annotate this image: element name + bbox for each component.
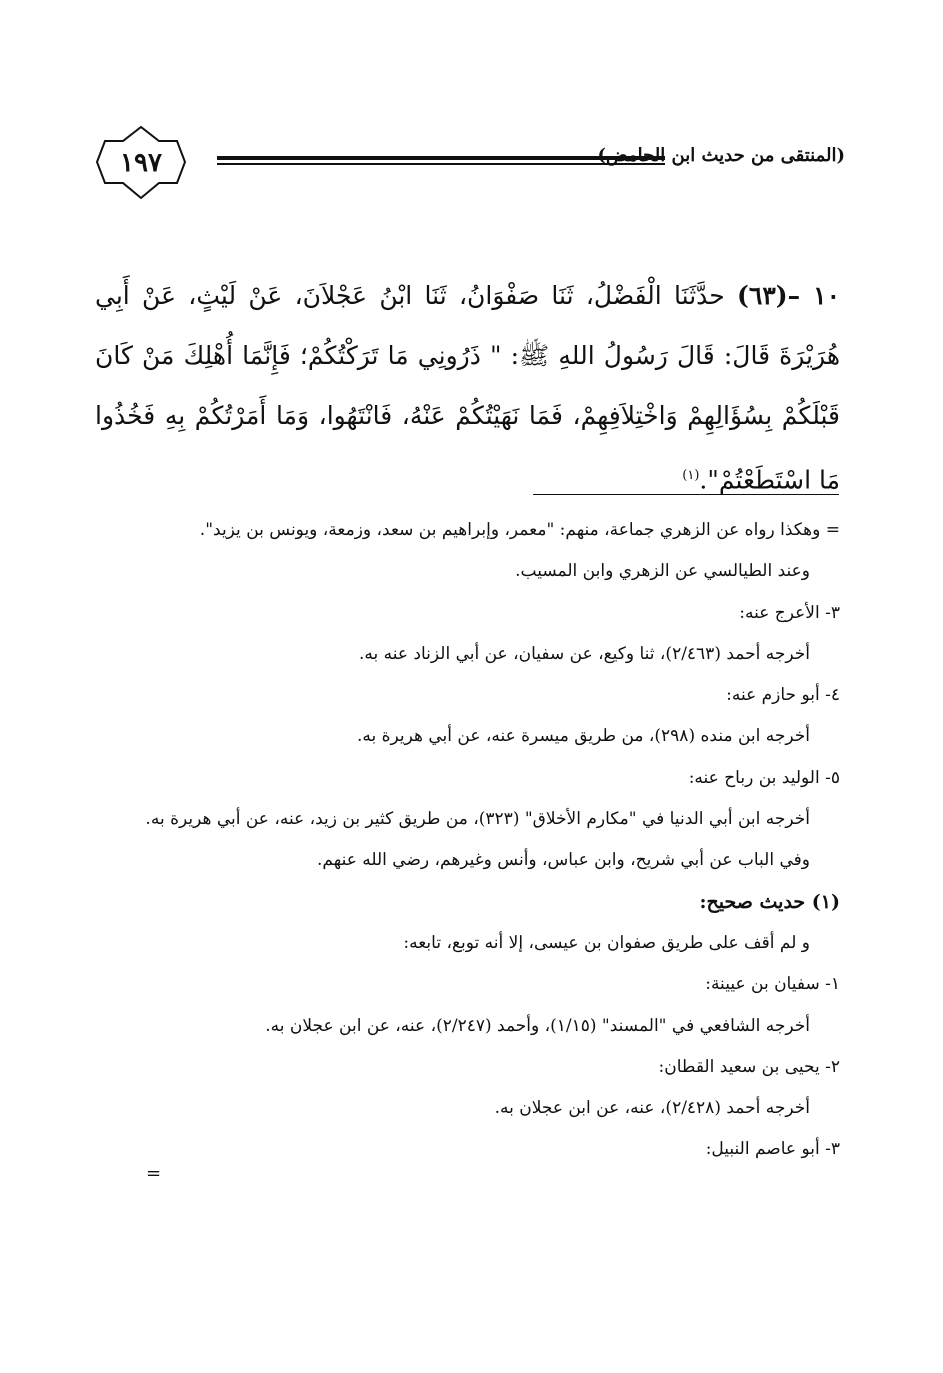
footnote-line: وعند الطيالسي عن الزهري وابن المسيب. (515, 561, 810, 582)
footnote-line: ٥- الوليد بن رباح عنه: (688, 767, 840, 788)
page-header (95, 125, 845, 200)
page-number: ١٩٧ (120, 147, 162, 178)
hadith-body: حدَّثَنَا الْفَضْلُ، ثَنَا صَفْوَانُ، ثَنَا ابْنُ عَجْلاَنَ، عَنْ لَيْثٍ، عَنْ أَبِي هُرَيْرَةَ قَالَ: قَالَ رَسُولُ اللهِ ﷺ: " ذَرُونِي مَا تَرَكْتُكُمْ؛ فَإِنَّمَا أُهْلِكَ مَنْ كَانَ قَبْلَكُمْ بِسُؤَالِهِمْ وَاخْتِلاَفِهِمْ، فَمَا نَهَيْتُكُمْ عَنْهُ، فَانْتَهُوا، وَمَا أَمَرْتُكُمْ بِهِ فَخُذُوا مَا اسْتَطَعْتُمْ". (95, 281, 840, 495)
footnote-line: و لم أقف على طريق صفوان بن عيسى، إلا أنه توبع، تابعه: (403, 932, 810, 953)
footnote-line: أخرجه الشافعي في "المسند" (١/١٥)، وأحمد (٢/٢٤٧)، عنه، عن ابن عجلان به. (265, 1015, 810, 1036)
book-title: (المنتقى من حديث ابن الحامض) (597, 145, 845, 166)
footnote-line: ٣- أبو عاصم النبيل: (705, 1139, 840, 1160)
footnote-line: ٢- يحيى بن سعيد القطان: (658, 1056, 840, 1077)
footnote-line: وفي الباب عن أبي شريح، وابن عباس، وأنس وغيرهم، رضي الله عنهم. (317, 850, 810, 871)
footnote-line: أخرجه أحمد (٢/٤٦٣)، ثنا وكيع، عن سفيان، عن أبي الزناد عنه به. (358, 643, 810, 664)
footnote-line: أخرجه ابن منده (٢٩٨)، من طريق ميسرة عنه، عن أبي هريرة به. (356, 726, 810, 747)
hadith-number: ١٠ –(٦٣) (737, 281, 840, 310)
footnote-line: ٣- الأعرج عنه: (739, 602, 840, 623)
footnote-line: أخرجه ابن أبي الدنيا في "مكارم الأخلاق" (٣٢٣)، من طريق كثير بن زيد، عنه، عن أبي هريرة به. (145, 809, 810, 830)
footnote-line: أخرجه أحمد (٢/٤٢٨)، عنه، عن ابن عجلان به. (494, 1098, 810, 1119)
footnote-rule (533, 494, 839, 495)
footnote-line: = وهكذا رواه عن الزهري جماعة، منهم: "معمر، وإبراهيم بن سعد، وزمعة، ويونس بن يزيد". (199, 520, 840, 540)
footnote-ref: (١) (682, 468, 700, 483)
footnote-line: ١- سفيان بن عيينة: (705, 974, 840, 995)
hadith-text (95, 266, 840, 510)
footnote-line: ٤- أبو حازم عنه: (726, 685, 840, 706)
footnotes (100, 510, 840, 1171)
continuation-mark: = (146, 1163, 162, 1184)
footnote-line: (١) حديث صحيح: (699, 890, 840, 913)
